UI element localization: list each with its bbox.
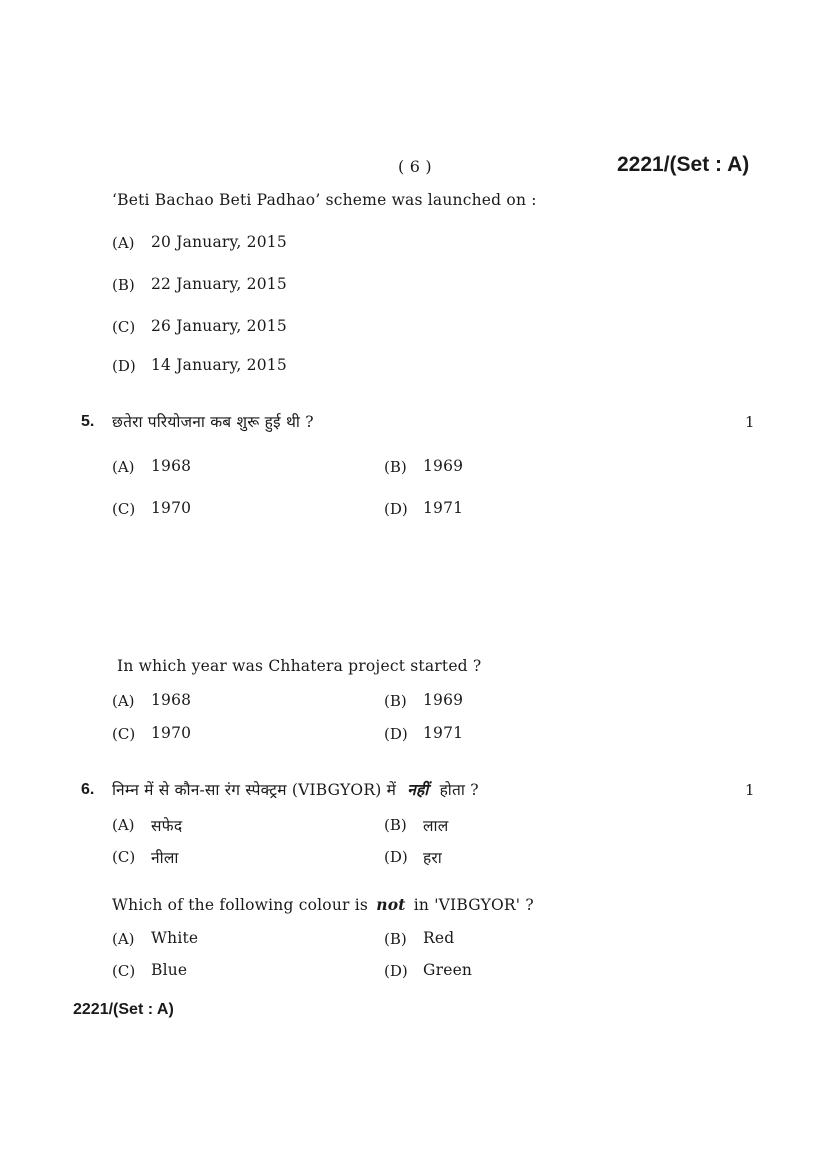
q5-marks: 1 xyxy=(745,413,755,431)
q5-english-option-b-text: 1969 xyxy=(423,691,464,709)
set-code-header: 2221/(Set : A) xyxy=(617,153,750,176)
q6-hindi-option-a-text: सफेद xyxy=(151,817,183,835)
q6-hindi-option-d-letter: (D) xyxy=(384,848,408,866)
q6-english-question-emphasis: not xyxy=(376,895,406,914)
q5-english-option-b-letter: (B) xyxy=(384,692,407,710)
q4-option-b-text: 22 January, 2015 xyxy=(151,275,287,293)
q6-marks: 1 xyxy=(745,781,755,799)
q5-hindi-option-a-letter: (A) xyxy=(112,458,135,476)
q6-hindi-option-b-text: लाल xyxy=(423,817,449,835)
q5-english-option-a-text: 1968 xyxy=(151,691,192,709)
set-code-footer: 2221/(Set : A) xyxy=(73,1001,174,1018)
q5-english-option-d-letter: (D) xyxy=(384,725,408,743)
q5-hindi-option-a-text: 1968 xyxy=(151,457,192,475)
q5-english-option-d-text: 1971 xyxy=(423,724,464,742)
q6-english-question-post: in 'VIBGYOR' ? xyxy=(413,896,534,914)
q6-hindi-option-a-letter: (A) xyxy=(112,816,135,834)
q5-hindi-option-d-letter: (D) xyxy=(384,500,408,518)
q6-hindi-option-b-letter: (B) xyxy=(384,816,407,834)
q5-hindi-option-b-letter: (B) xyxy=(384,458,407,476)
q5-hindi-question: छतेरा परियोजना कब शुरू हुई थी ? xyxy=(112,413,314,431)
q6-hindi-question-pre: निम्न में से कौन-सा रंग स्पेक्ट्रम (VIBGYOR) में xyxy=(112,781,397,799)
q6-english-option-b-letter: (B) xyxy=(384,930,407,948)
q6-english-option-c-letter: (C) xyxy=(112,962,136,980)
q4-option-c-text: 26 January, 2015 xyxy=(151,317,287,335)
q6-hindi-question-emphasis: नहीं xyxy=(407,780,429,799)
q4-english-question: ‘Beti Bachao Beti Padhao’ scheme was launched on : xyxy=(112,191,537,209)
q6-english-question-pre: Which of the following colour is xyxy=(112,896,369,914)
q6-hindi-question xyxy=(112,778,479,800)
q5-english-option-c-text: 1970 xyxy=(151,724,192,742)
q6-hindi-question-post: होता ? xyxy=(439,781,479,799)
q4-option-a-letter: (A) xyxy=(112,234,135,252)
q5-english-option-a-letter: (A) xyxy=(112,692,135,710)
q6-hindi-option-c-letter: (C) xyxy=(112,848,136,866)
q6-english-question xyxy=(112,895,534,914)
q4-option-d-letter: (D) xyxy=(112,357,136,375)
q5-hindi-option-d-text: 1971 xyxy=(423,499,464,517)
q6-english-option-d-letter: (D) xyxy=(384,962,408,980)
q4-option-d-text: 14 January, 2015 xyxy=(151,356,287,374)
q5-number: 5. xyxy=(81,413,95,430)
q6-english-option-d-text: Green xyxy=(423,961,473,979)
q6-number: 6. xyxy=(81,781,95,798)
q6-hindi-option-c-text: नीला xyxy=(151,849,179,867)
q6-english-option-b-text: Red xyxy=(423,929,455,947)
q5-hindi-option-c-letter: (C) xyxy=(112,500,136,518)
q5-hindi-option-b-text: 1969 xyxy=(423,457,464,475)
q6-english-option-c-text: Blue xyxy=(151,961,188,979)
q4-option-c-letter: (C) xyxy=(112,318,136,336)
page-number: ( 6 ) xyxy=(398,157,432,176)
q5-english-question: In which year was Chhatera project started ? xyxy=(117,657,482,675)
q5-hindi-option-c-text: 1970 xyxy=(151,499,192,517)
q4-option-a-text: 20 January, 2015 xyxy=(151,233,287,251)
q5-english-option-c-letter: (C) xyxy=(112,725,136,743)
q6-hindi-option-d-text: हरा xyxy=(423,849,442,867)
q4-option-b-letter: (B) xyxy=(112,276,135,294)
q6-english-option-a-text: White xyxy=(151,929,199,947)
q6-english-option-a-letter: (A) xyxy=(112,930,135,948)
